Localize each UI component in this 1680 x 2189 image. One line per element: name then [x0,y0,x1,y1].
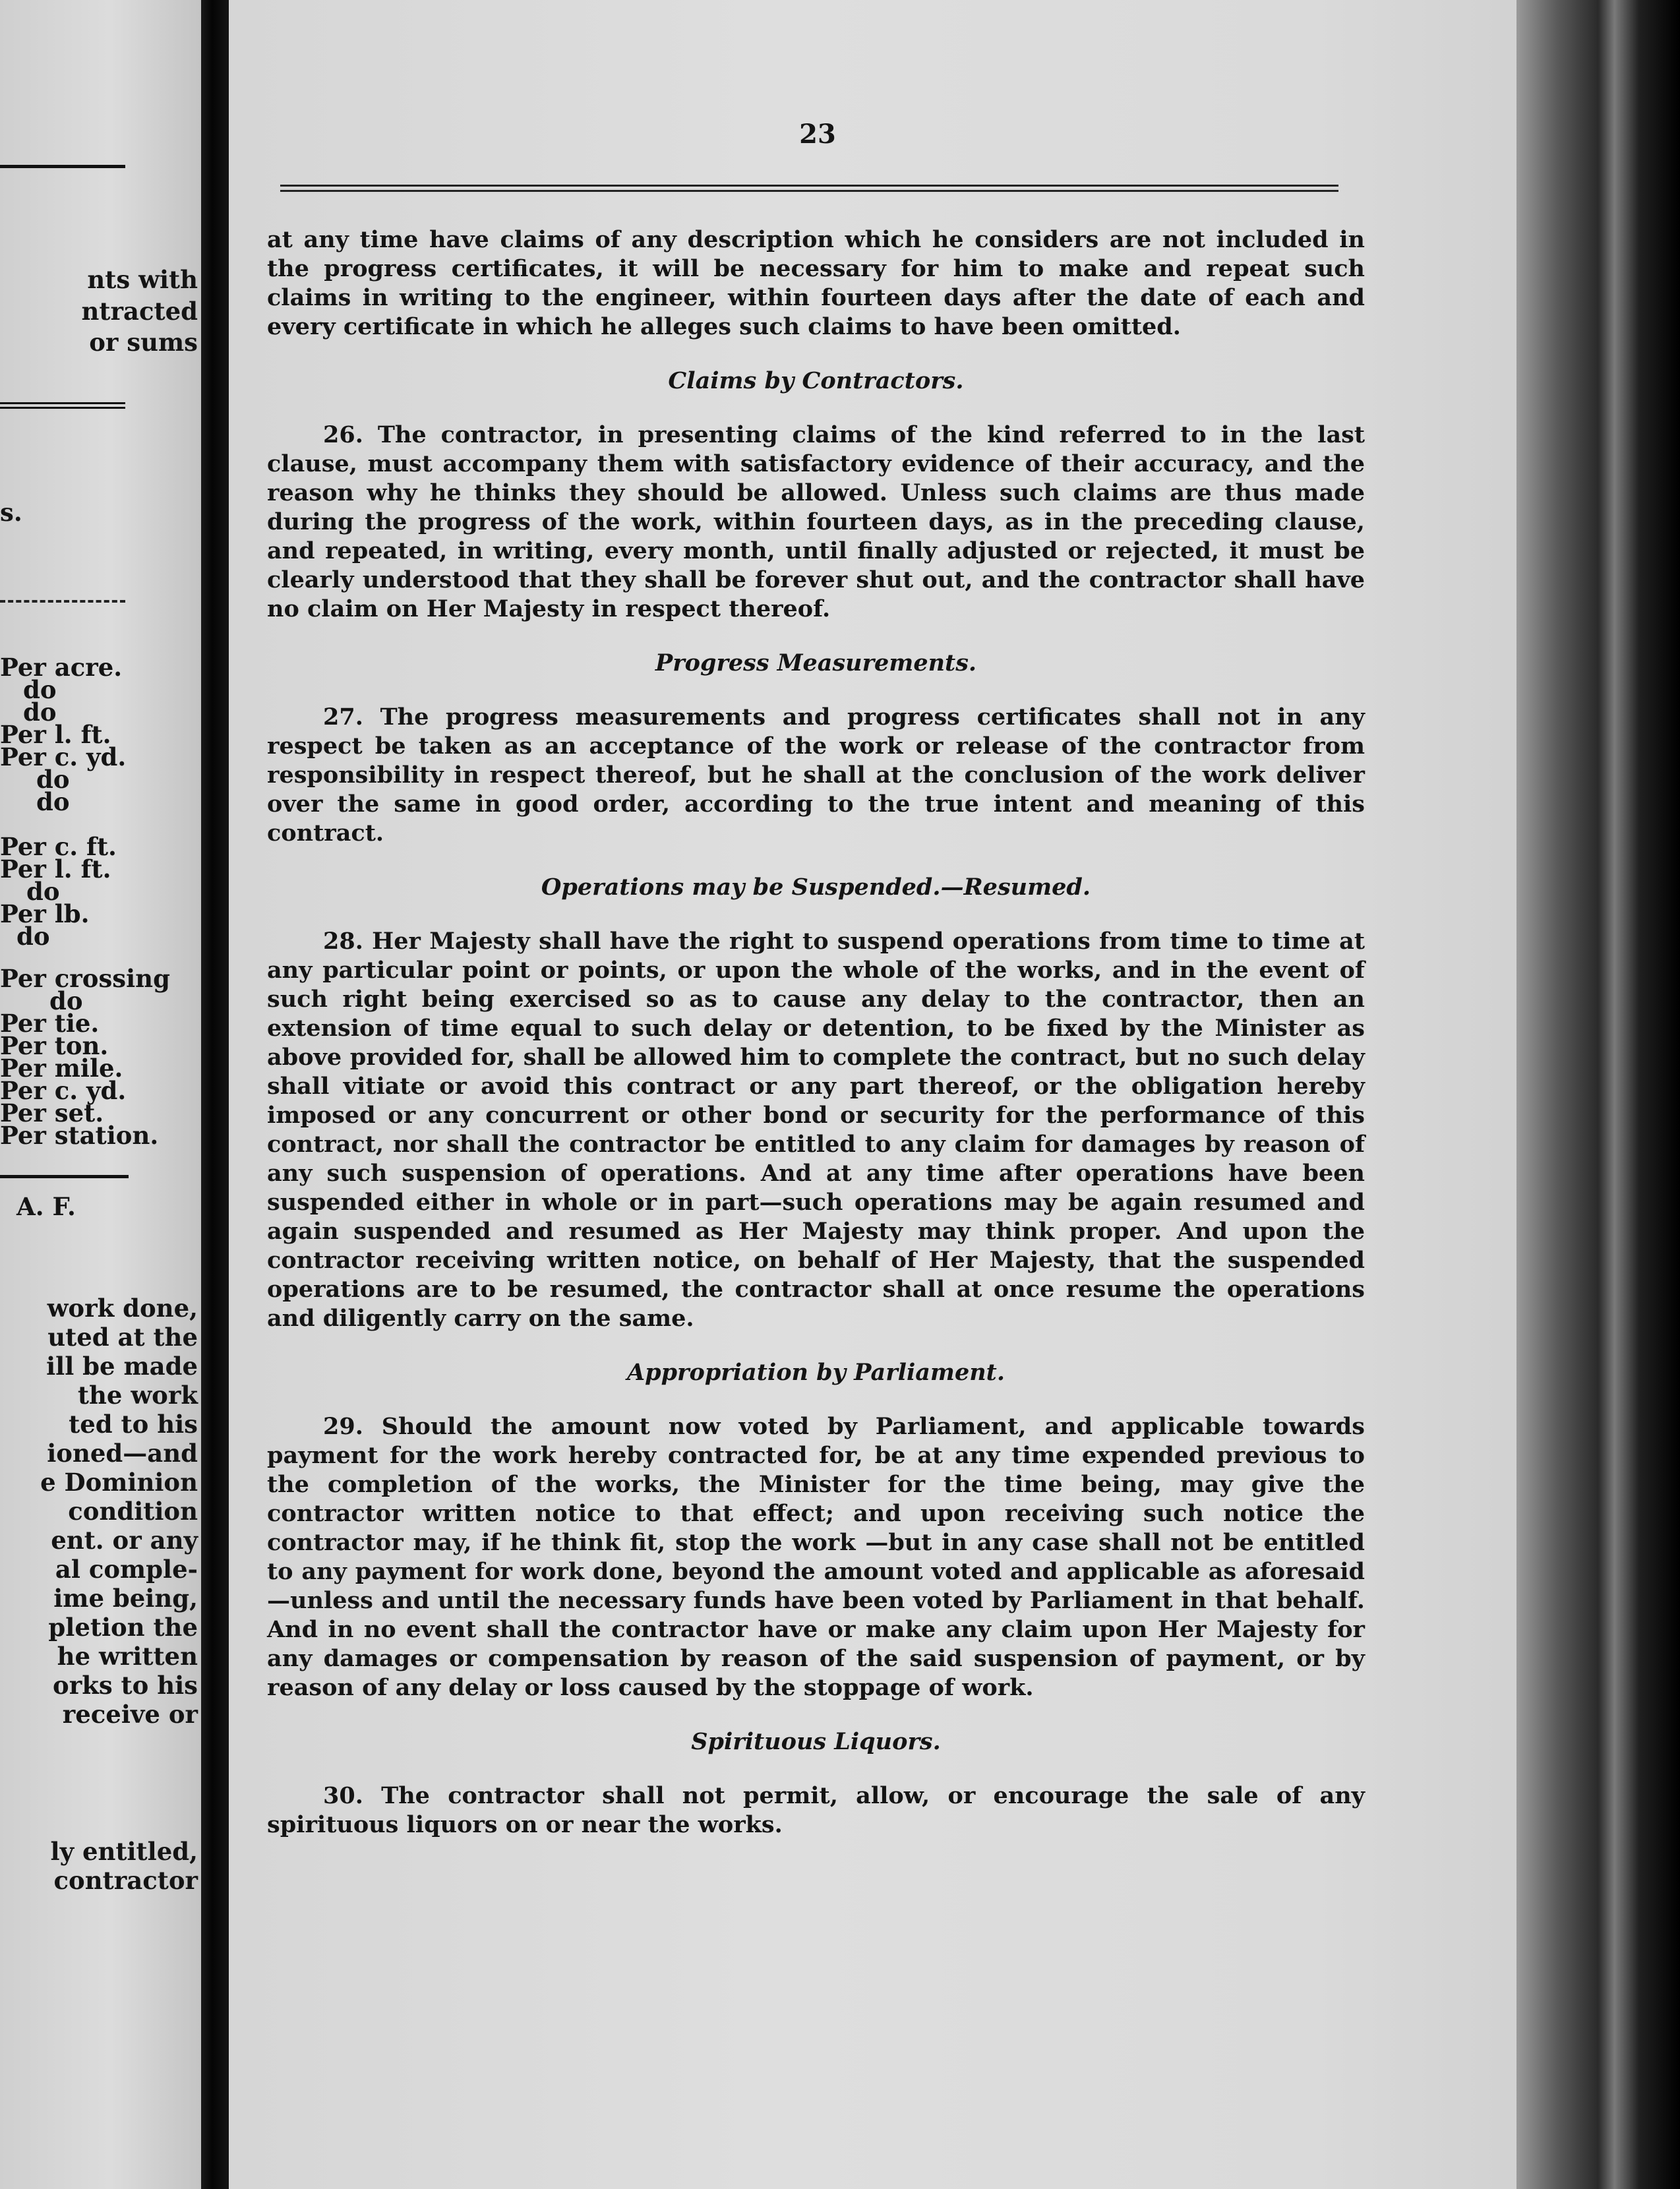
left-fragment-line: do [36,787,70,816]
left-fragment-line: contractor [53,1866,198,1895]
left-fragment-line: Per mile. [0,1054,123,1083]
left-rule [0,165,125,168]
left-rule [0,402,125,409]
book-spine-shadow [201,0,229,2189]
left-fragment-line: do [36,765,70,794]
section-heading-appropriation: Appropriation by Parliament. [626,1359,1005,1386]
header-rule [280,185,1338,192]
left-fragment-line: do [26,877,60,906]
left-fragment-line: Per acre. [0,653,123,682]
left-page-fragment [0,0,201,2189]
left-rule [0,600,125,603]
left-rule [0,1175,129,1178]
left-fragment-line: nts with [87,265,198,294]
left-fragment-line: Per lb. [0,899,90,928]
left-fragment-line: A. F. [16,1192,76,1221]
left-fragment-line: ioned—and [47,1439,198,1468]
clause-28: 28. Her Majesty shall have the right to suspend operations from time to time at any particular point or points, or upon the whole of the works, and in the event of such right being exercised so as to cause any delay to the contractor, then an extension of time equal to such delay or detention, to be fixed by the Minister as above provided for, shall be allowed him to complete the contract, but no such delay shall vitiate or avoid this contract or any part thereof, or the obligation hereby imposed or any concurrent or other bond or security for the performance of this contract, nor shall the contractor be entitled to any claim for damages by reason of any such suspension of operations. And at any time after operations have been suspended either in whole or in part—such operations may be again resumed and again suspended and resumed as Her Majesty may think proper. And upon the contractor receiving written notice, on behalf of Her Majesty, that the suspended operations are to be resumed, the contractor shall at once resume the operations and diligently carry on the same. [267,928,1365,1332]
clause-26: 26. The contractor, in presenting claims of the kind referred to in the last clause, must accompany them with satisfactory evidence of their accuracy, and the reason why he thinks they should be allowed. Unless such claims are thus made during the progress of the work, within fourteen days, as in the preceding clause, and repeated, in writing, every month, until finally adjusted or rejected, it must be clearly understood that they shall be forever shut out, and the contractor shall have no claim on Her Majesty in respect thereof. [267,421,1365,622]
left-fragment-line: Per c. yd. [0,1076,127,1105]
left-fragment-line: Per ton. [0,1031,109,1060]
left-fragment-line: Per station. [0,1121,159,1150]
left-fragment-line: uted at the [47,1323,198,1352]
left-fragment-line: ill be made [46,1352,198,1381]
left-fragment-line: Per set. [0,1098,104,1127]
left-fragment-line: ent. or any [51,1526,198,1555]
left-fragment-line: Per c. ft. [0,832,117,861]
page-edge-gutter [1516,0,1680,2189]
left-fragment-line: receive or [62,1700,198,1729]
section-heading-progress: Progress Measurements. [655,649,977,676]
left-fragment-line: Per l. ft. [0,855,111,884]
left-fragment-line: work done, [47,1294,198,1323]
left-fragment-line: he written [57,1642,198,1671]
left-fragment-line: orks to his [53,1671,198,1700]
left-fragment-line: al comple- [55,1555,198,1584]
left-fragment-line: Per crossing [0,964,170,993]
page-body [267,225,1365,1840]
continuation-paragraph: at any time have claims of any description which he considers are not included in the progress certificates, it will be necessary for him to make and repeat such claims in writing to the engineer, within fourteen days after the date of each and every certificate in which he alleges such claims to have been omitted. [267,226,1365,340]
left-fragment-line: Per l. ft. [0,720,111,749]
left-fragment-line: ted to his [69,1410,198,1439]
left-fragment-line: do [49,986,83,1015]
left-fragment-line: the work [77,1381,198,1410]
left-fragment-line: Per c. yd. [0,742,127,771]
clause-29: 29. Should the amount now voted by Parliament, and applicable towards payment for the work hereby contracted for, be at any time expended previous to the completion of the works, the Minister for the time being, may give the contractor written notice to that effect; and upon receiving such notice the contractor may, if he think fit, stop the work —but in any case shall not be entitled to any payment for work done, beyond the amount voted and applicable as aforesaid—unless and until the necessary funds have been voted by Parliament in that behalf. And in no event shall the contractor have or make any claim upon Her Majesty for any damages or compensation by reason of the said suspension of payment, or by reason of any delay or loss caused by the stoppage of work. [267,1413,1365,1701]
section-heading-operations: Operations may be Suspended.—Resumed. [541,874,1091,901]
left-fragment-line: or sums [89,328,198,357]
left-fragment-line: ime being, [53,1584,198,1613]
left-fragment-line: ntracted [81,297,198,326]
left-fragment-line: ly entitled, [50,1837,198,1866]
left-fragment-line: do [23,675,57,704]
left-fragment-line: condition [68,1497,198,1526]
left-fragment-line: pletion the [48,1613,198,1642]
clause-27: 27. The progress measurements and progress certificates shall not in any respect be taken as an acceptance of the work or release of the contractor from responsibility in respect thereof, but he shall at the conclusion of the work deliver over the same in good order, according to the true intent and meaning of this contract. [267,704,1365,847]
section-heading-claims: Claims by Contractors. [668,367,964,394]
left-fragment-line: e Dominion [40,1468,198,1497]
page-number: 23 [799,119,836,150]
clause-30: 30. The contractor shall not permit, allow, or encourage the sale of any spirituous liquors on or near the works. [267,1782,1365,1838]
left-fragment-line: do [16,922,50,951]
left-fragment-line: Per tie. [0,1009,100,1038]
section-heading-spirituous: Spirituous Liquors. [691,1728,941,1755]
left-fragment-line: s. [0,498,22,527]
left-fragment-line: do [23,698,57,727]
